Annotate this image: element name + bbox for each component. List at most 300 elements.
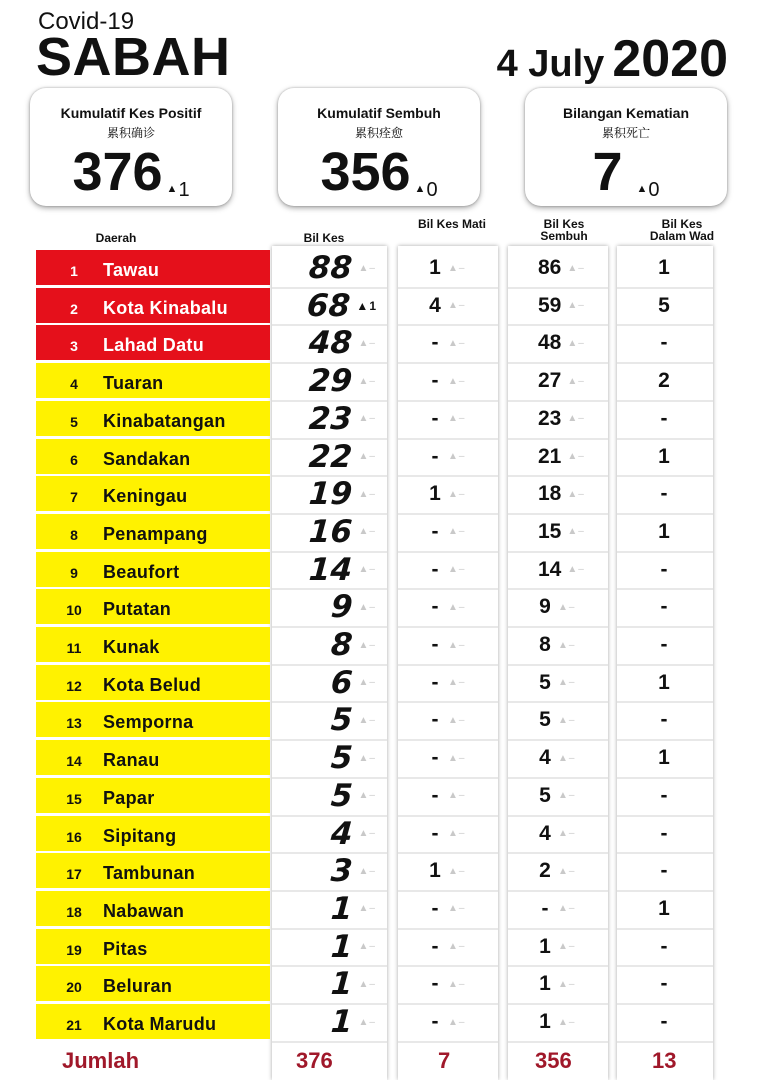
cell-sembuh-value: 1 [539, 1010, 551, 1033]
triangle-up-icon: ▲– [567, 451, 585, 462]
triangle-up-icon: ▲– [358, 941, 376, 953]
district-name: Tawau [103, 260, 160, 280]
cell-sembuh [538, 853, 604, 889]
cell-mati [428, 966, 488, 1002]
summary-delta-value: 1 [178, 179, 190, 201]
district-name: Beluran [103, 976, 173, 997]
cell-mati-value: 4 [429, 293, 441, 317]
cell-wad-value: - [660, 783, 668, 807]
cell-mati-value: - [431, 708, 439, 732]
triangle-up-icon: ▲– [558, 790, 576, 802]
triangle-up-icon: ▲– [358, 752, 376, 764]
cell-mati-value: - [431, 896, 439, 920]
cell-kes [286, 702, 376, 738]
district-name: Kota Marudu [103, 1014, 217, 1034]
district-row [36, 401, 270, 436]
cell-kes [286, 1004, 376, 1040]
district-name: Pitas [103, 938, 148, 959]
cell-wad [650, 401, 678, 437]
district-name: Lahad Datu [103, 335, 205, 356]
triangle-up-icon: ▲– [448, 300, 466, 312]
cell-kes-value: 19 [308, 476, 354, 513]
cell-mati [428, 891, 488, 927]
cell-mati [428, 853, 488, 889]
cell-kes [286, 552, 376, 588]
cell-wad [650, 476, 678, 512]
district-name: Ranau [103, 750, 160, 771]
cell-sembuh-value: 5 [539, 708, 551, 732]
summary-value: 356 [320, 142, 411, 202]
cell-kes [286, 476, 376, 512]
district-rank: 11 [66, 640, 82, 656]
cell-wad [650, 1004, 678, 1040]
report-date-year: 2020 [612, 30, 728, 88]
cell-wad-value: - [660, 1010, 668, 1033]
cell-wad [650, 816, 678, 852]
triangle-up-icon: ▲– [448, 941, 466, 953]
district-row [36, 552, 270, 587]
district-rank: 1 [70, 263, 78, 279]
cell-kes-value: 29 [308, 363, 354, 400]
cell-kes [286, 250, 376, 286]
row-separator [617, 1041, 713, 1043]
triangle-up-icon: ▲– [448, 601, 466, 613]
cell-sembuh-value: 5 [539, 783, 551, 807]
district-rank: 16 [66, 828, 82, 845]
cell-sembuh [538, 966, 604, 1002]
triangle-up-icon: ▲– [448, 375, 466, 387]
cell-kes-value: 68 [306, 287, 352, 324]
triangle-up-icon: ▲– [558, 601, 576, 613]
district-row [36, 514, 270, 549]
cell-wad-value: 1 [658, 444, 670, 468]
cell-sembuh [538, 589, 604, 625]
triangle-up-icon: ▲– [558, 978, 576, 990]
cell-mati-value: - [431, 557, 439, 581]
triangle-up-icon: ▲– [358, 978, 376, 990]
triangle-up-icon: ▲– [558, 639, 576, 651]
cell-wad-value: - [660, 595, 668, 619]
cell-sembuh [538, 665, 604, 701]
summary-value: 376 [72, 142, 163, 202]
row-separator [508, 1041, 608, 1043]
cell-sembuh [538, 778, 604, 814]
summary-card-deaths [525, 88, 727, 206]
district-rank: 19 [66, 941, 82, 958]
district-name: Tambunan [103, 863, 196, 884]
column-header-sembuh: Bil Kes Sembuh [540, 217, 588, 243]
summary-delta-value: 0 [426, 179, 438, 201]
cell-kes-value: 1 [329, 890, 354, 927]
cell-wad [650, 552, 678, 588]
cell-kes [286, 627, 376, 663]
cell-mati-value: - [431, 633, 439, 656]
triangle-up-icon: ▲– [358, 714, 376, 726]
triangle-up-icon: ▲– [567, 300, 585, 312]
cell-mati [428, 250, 488, 286]
cell-mati [428, 363, 488, 399]
totals-label: Jumlah [62, 1048, 140, 1073]
district-name: Putatan [103, 599, 172, 620]
summary-label-zh: 累积死亡 [601, 126, 650, 140]
cell-sembuh [538, 476, 604, 512]
triangle-up-icon: ▲– [448, 488, 466, 500]
district-row [36, 891, 270, 926]
summary-label-en: Bilangan Kematian [562, 105, 690, 121]
cell-sembuh [538, 740, 604, 776]
summary-label-zh: 累积痊愈 [354, 126, 403, 140]
triangle-up-icon: ▲– [567, 375, 585, 387]
cell-wad-value: 1 [658, 256, 670, 279]
triangle-up-icon: ▲– [448, 865, 466, 877]
cell-kes [286, 514, 376, 550]
district-name: Kota Belud [103, 674, 202, 695]
cell-sembuh-value: 86 [538, 256, 562, 279]
cell-mati [428, 325, 488, 361]
cell-sembuh-value: 27 [538, 369, 562, 393]
summary-label-en: Kumulatif Kes Positif [60, 105, 202, 121]
cell-wad-value: 5 [658, 293, 670, 317]
cell-mati-value: - [431, 595, 439, 619]
cell-kes-value: 48 [308, 325, 354, 362]
cell-sembuh [538, 1004, 604, 1040]
header-subtitle: Covid-19 [38, 8, 135, 35]
cell-kes [286, 665, 376, 701]
cell-kes [286, 929, 376, 965]
triangle-up-icon: ▲– [358, 564, 376, 576]
district-rank: 14 [66, 753, 82, 770]
cell-kes-value: 1 [329, 966, 354, 1003]
district-row [36, 439, 270, 474]
district-rank: 10 [66, 602, 82, 619]
summary-card-recovered [278, 88, 480, 206]
cell-kes-value: 8 [329, 627, 354, 663]
district-name: Keningau [103, 486, 188, 507]
cell-mati [428, 665, 488, 701]
cell-mati-value: - [431, 369, 439, 393]
cell-kes-value: 22 [308, 438, 354, 475]
totals-wad: 13 [652, 1048, 677, 1073]
district-row [36, 778, 270, 813]
triangle-up-icon: ▲– [358, 677, 376, 689]
triangle-up-icon: ▲– [567, 337, 585, 349]
cell-wad [650, 363, 678, 399]
district-row [36, 966, 270, 1001]
cell-mati-value: - [431, 519, 439, 543]
cell-kes [286, 325, 376, 361]
district-row [36, 740, 270, 775]
cell-wad-value: - [660, 331, 668, 355]
cell-sembuh-value: 2 [539, 859, 551, 883]
cell-mati [428, 514, 488, 550]
cell-sembuh-value: 14 [538, 557, 562, 581]
district-rank: 4 [70, 376, 78, 393]
cell-kes-value: 4 [329, 815, 354, 852]
cell-mati [428, 552, 488, 588]
cell-sembuh [538, 401, 604, 437]
cell-wad-value: - [660, 708, 668, 732]
district-rank: 13 [66, 715, 82, 732]
cell-mati [428, 816, 488, 852]
cell-wad [650, 439, 678, 475]
district-rank: 21 [66, 1017, 82, 1033]
district-rank: 2 [70, 300, 78, 317]
cell-wad-value: - [660, 406, 668, 430]
summary-value-row [30, 142, 232, 202]
district-rank: 12 [66, 677, 82, 694]
district-name: Semporna [103, 712, 194, 733]
district-row [36, 929, 270, 964]
triangle-up-icon: ▲– [448, 451, 466, 462]
triangle-up-icon: ▲– [358, 526, 376, 538]
cell-mati-value: - [431, 444, 439, 468]
cell-mati [428, 589, 488, 625]
cell-sembuh [538, 816, 604, 852]
column-header-daerah: Daerah [95, 231, 137, 245]
cell-mati [428, 401, 488, 437]
cell-mati [428, 778, 488, 814]
cell-mati [428, 702, 488, 738]
triangle-up-icon: ▲– [358, 413, 376, 425]
column-header-mati: Bil Kes Mati [418, 217, 487, 231]
cell-mati-value: - [431, 1010, 439, 1033]
triangle-up-icon: ▲– [448, 337, 466, 349]
cell-kes-value: 6 [329, 664, 354, 701]
cell-kes-value: 14 [308, 551, 354, 588]
cell-wad [650, 325, 678, 361]
district-rank: 8 [70, 526, 78, 543]
cell-kes-value: 1 [329, 1004, 354, 1040]
cell-wad-value: - [660, 482, 668, 506]
summary-delta-value: 0 [648, 179, 660, 201]
cell-wad [650, 514, 678, 550]
cell-wad [650, 929, 678, 965]
cell-wad [650, 702, 678, 738]
cell-sembuh-value: 9 [539, 595, 551, 619]
district-rank: 5 [70, 413, 78, 430]
district-rank: 6 [70, 451, 78, 468]
triangle-up-icon: ▲– [567, 564, 585, 576]
triangle-up-icon: ▲– [448, 413, 466, 425]
triangle-up-icon: ▲– [567, 413, 585, 425]
summary-value: 7 [592, 142, 623, 202]
district-row [36, 853, 270, 888]
cell-wad [650, 288, 678, 324]
cell-kes [286, 740, 376, 776]
district-rank: 17 [66, 866, 82, 883]
district-name: Nabawan [103, 900, 185, 921]
district-name: Tuaran [103, 373, 164, 394]
cell-kes [286, 816, 376, 852]
cell-kes-value: 23 [308, 400, 354, 437]
cell-wad-value: - [660, 859, 668, 883]
cell-sembuh-value: - [541, 896, 549, 920]
district-name: Kota Kinabalu [103, 297, 228, 318]
cell-kes [286, 589, 376, 625]
cell-mati [428, 627, 488, 663]
triangle-up-icon: ▲– [448, 262, 466, 274]
triangle-up-icon: ▲– [448, 526, 466, 538]
district-name: Beaufort [103, 561, 180, 582]
cell-wad [650, 589, 678, 625]
report-date-day-month: 4 July [496, 43, 605, 85]
cell-sembuh [538, 363, 604, 399]
summary-value-row [278, 142, 480, 202]
cell-mati [428, 476, 488, 512]
triangle-up-icon: ▲– [448, 677, 466, 689]
triangle-up-icon: ▲– [358, 865, 376, 877]
cell-sembuh [538, 552, 604, 588]
totals-mati: 7 [438, 1048, 451, 1073]
cell-wad-value: - [660, 934, 668, 958]
district-name: Kunak [103, 637, 160, 657]
summary-label-en: Kumulatif Sembuh [317, 105, 441, 121]
cell-kes [286, 966, 376, 1002]
district-name: Sipitang [103, 825, 177, 846]
district-name: Sandakan [103, 448, 191, 469]
cell-wad [650, 665, 678, 701]
cell-sembuh-value: 59 [538, 293, 562, 317]
cell-wad [650, 853, 678, 889]
cell-mati-value: 1 [429, 256, 441, 279]
cell-wad-value: - [660, 633, 668, 656]
cell-mati [428, 439, 488, 475]
cell-sembuh-value: 4 [539, 746, 551, 770]
cell-sembuh-value: 4 [539, 821, 551, 845]
district-row [36, 816, 270, 851]
triangle-up-icon: ▲– [358, 488, 376, 500]
summary-card-positive [30, 88, 232, 206]
triangle-up-icon: ▲– [358, 790, 376, 802]
cell-wad [650, 778, 678, 814]
cell-sembuh-value: 1 [539, 934, 551, 958]
cell-wad-value: - [660, 972, 668, 996]
triangle-up-icon: ▲– [558, 752, 576, 764]
cell-mati-value: - [431, 670, 439, 694]
triangle-up-icon: ▲– [448, 752, 466, 764]
row-separator [272, 1041, 387, 1043]
district-rank: 20 [66, 979, 82, 996]
triangle-up-icon: ▲– [448, 639, 466, 651]
cell-mati-value: - [431, 331, 439, 355]
cell-kes [286, 363, 376, 399]
cell-kes-value: 5 [329, 702, 354, 739]
triangle-up-icon: ▲– [558, 828, 576, 839]
triangle-up-icon: ▲ [356, 298, 370, 313]
header-title: SABAH [36, 27, 231, 87]
cell-sembuh [538, 288, 604, 324]
cell-wad-value: - [660, 557, 668, 581]
cell-mati-value: 1 [429, 482, 441, 506]
triangle-up-icon: ▲– [358, 601, 376, 613]
cell-kes [286, 891, 376, 927]
triangle-up-icon: ▲ [414, 183, 426, 195]
cell-sembuh-value: 8 [539, 633, 551, 656]
cell-sembuh [538, 627, 604, 663]
cell-sembuh-value: 48 [538, 331, 562, 355]
cell-kes [286, 853, 376, 889]
cell-sembuh-value: 1 [539, 972, 551, 996]
district-rank: 9 [70, 564, 78, 581]
cell-mati-value: - [431, 972, 439, 996]
triangle-up-icon: ▲– [358, 828, 376, 839]
triangle-up-icon: ▲– [558, 1016, 576, 1028]
triangle-up-icon: ▲– [358, 1016, 376, 1028]
triangle-up-icon: ▲– [358, 451, 376, 462]
cell-sembuh [538, 514, 604, 550]
cell-sembuh-value: 21 [538, 444, 562, 468]
summary-label-zh: 累积确诊 [106, 126, 155, 140]
cell-wad-value: 1 [658, 896, 670, 920]
report-date [496, 30, 728, 88]
triangle-up-icon: ▲ [636, 183, 648, 195]
cell-kes [286, 778, 376, 814]
district-row [36, 1004, 270, 1039]
triangle-up-icon: ▲– [448, 564, 466, 576]
cell-wad-value: - [660, 821, 668, 845]
triangle-up-icon: ▲– [358, 903, 376, 915]
totals-kes: 376 [296, 1048, 333, 1073]
cell-mati-value: - [431, 783, 439, 807]
cell-sembuh [538, 250, 604, 286]
district-row [36, 250, 270, 285]
triangle-up-icon: ▲– [558, 865, 576, 877]
triangle-up-icon: ▲– [358, 337, 376, 349]
column-header-wad: Bil Kes Dalam Wad [649, 217, 715, 243]
district-row [36, 665, 270, 700]
triangle-up-icon: ▲– [448, 978, 466, 990]
cell-kes-value: 9 [329, 589, 354, 626]
cell-sembuh-value: 5 [539, 670, 551, 694]
summary-value-row [525, 142, 727, 202]
cell-sembuh [538, 325, 604, 361]
cell-sembuh-value: 23 [538, 406, 562, 430]
row-separator [398, 1041, 498, 1043]
district-row [36, 702, 270, 737]
cell-kes [286, 401, 376, 437]
cell-wad [650, 891, 678, 927]
summary-delta [167, 179, 190, 201]
district-row [36, 627, 270, 662]
totals-sembuh: 356 [535, 1048, 572, 1073]
cell-wad [650, 627, 678, 663]
cell-sembuh [538, 929, 604, 965]
district-rank: 15 [66, 790, 82, 807]
triangle-up-icon: ▲– [567, 488, 585, 500]
cell-wad-value: 1 [658, 519, 670, 543]
cell-mati [428, 288, 488, 324]
cell-mati-value: - [431, 934, 439, 958]
triangle-up-icon: ▲– [558, 677, 576, 689]
triangle-up-icon: ▲– [358, 262, 376, 274]
cell-mati-value: - [431, 821, 439, 845]
triangle-up-icon: ▲– [448, 714, 466, 726]
cell-kes-value: 1 [329, 928, 354, 965]
triangle-up-icon: ▲– [358, 639, 376, 651]
cell-sembuh [538, 891, 604, 927]
triangle-up-icon: ▲– [558, 903, 576, 915]
cell-mati-value: 1 [429, 859, 441, 883]
cell-sembuh-value: 18 [538, 482, 562, 506]
cell-mati [428, 1004, 488, 1040]
cell-sembuh [538, 702, 604, 738]
cell-wad-value: 1 [658, 670, 670, 694]
cell-wad-value: 2 [658, 369, 670, 393]
district-row [36, 288, 270, 323]
summary-delta [637, 179, 660, 201]
cell-wad [650, 966, 678, 1002]
triangle-up-icon: ▲– [448, 790, 466, 802]
